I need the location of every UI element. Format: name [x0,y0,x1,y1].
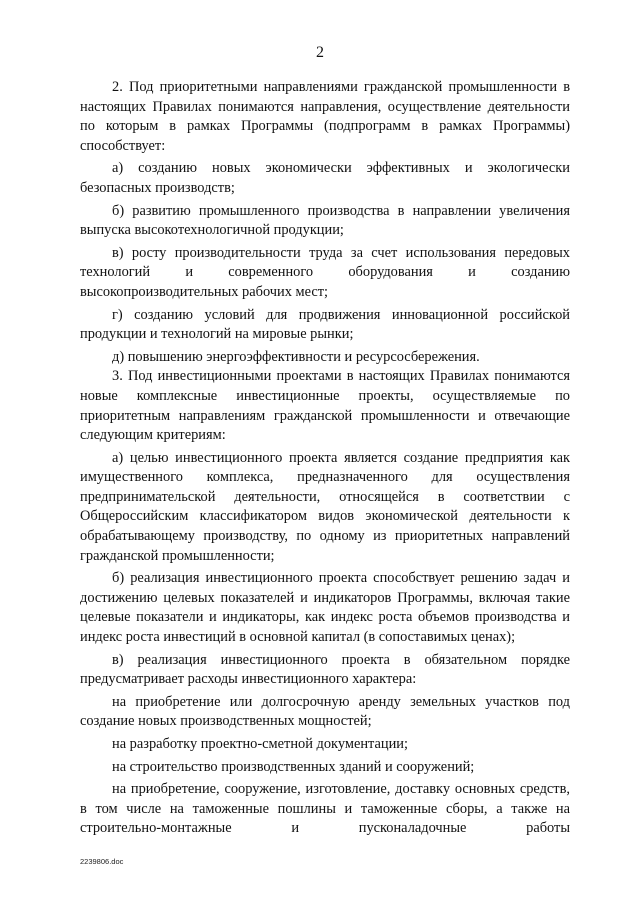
footer-filename: 2239806.doc [80,857,124,866]
page-number: 2 [316,44,324,61]
paragraph-3v-item-design: на разработку проектно-сметной документации; [112,736,408,752]
paragraph-3v-item-land: на приобретение или долгосрочную аренду земельных участков под создание новых производственных мощностей; [80,693,570,730]
document-body [80,78,570,839]
paragraph-3-definition: 3. Под инвестиционными проектами в настоящих Правилах понимаются новые комплексные инвестиционные проекты, осуществляемые по приоритетным направлениям гражданской промышленности и отвечающие следующим критериям: [80,368,570,444]
paragraph-3v: в) реализация инвестиционного проекта в обязательном порядке предусматривает расходы инвестиционного характера: [80,651,570,688]
paragraph-3b: б) реализация инвестиционного проекта способствует решению задач и достижению целевых показателей и индикаторов Программы, включая такие целевые показатели и индикаторы, как индекс роста объемов производства и индекс роста инвестиций в основной капитал (в сопоставимых ценах); [80,570,570,646]
paragraph-3v-item-construction: на строительство производственных зданий и сооружений; [112,758,475,775]
paragraph-2b: б) развитию промышленного производства в направлении увеличения выпуска высокотехнологичной продукции; [80,202,570,239]
paragraph-3a: а) целью инвестиционного проекта является создание предприятия как имущественного комплекса, предназначенного для осуществления предпринимательской деятельности, относящейся в соответствии с Общероссийским классификатором видов экономической деятельности к обрабатывающему производству, по одному из приоритетных направлений гражданской промышленности; [80,449,570,564]
paragraph-2d: д) повышению энергоэффективности и ресурсосбережения. [112,348,480,365]
paragraph-2a: а) созданию новых экономически эффективных и экологически безопасных производств; [80,160,570,196]
paragraph-2g: г) созданию условий для продвижения инновационной российской продукции и технологий на мировые рынки; [80,306,570,343]
paragraph-2-definition: 2. Под приоритетными направлениями гражданской промышленности в настоящих Правилах понимаются направления, осуществление деятельности по которым в рамках Программы (подпрограмм в рамках Программы) способствует: [80,79,570,154]
paragraph-2v: в) росту производительности труда за счет использования передовых технологий и современного оборудования и созданию высокопроизводительных рабочих мест; [80,244,570,300]
paragraph-3v-item-fixed-assets: на приобретение, сооружение, изготовление, доставку основных средств, в том числе на таможенные пошлины и таможенные сборы, а также на строительно-монтажные и пусконаладочные работы [80,781,570,837]
